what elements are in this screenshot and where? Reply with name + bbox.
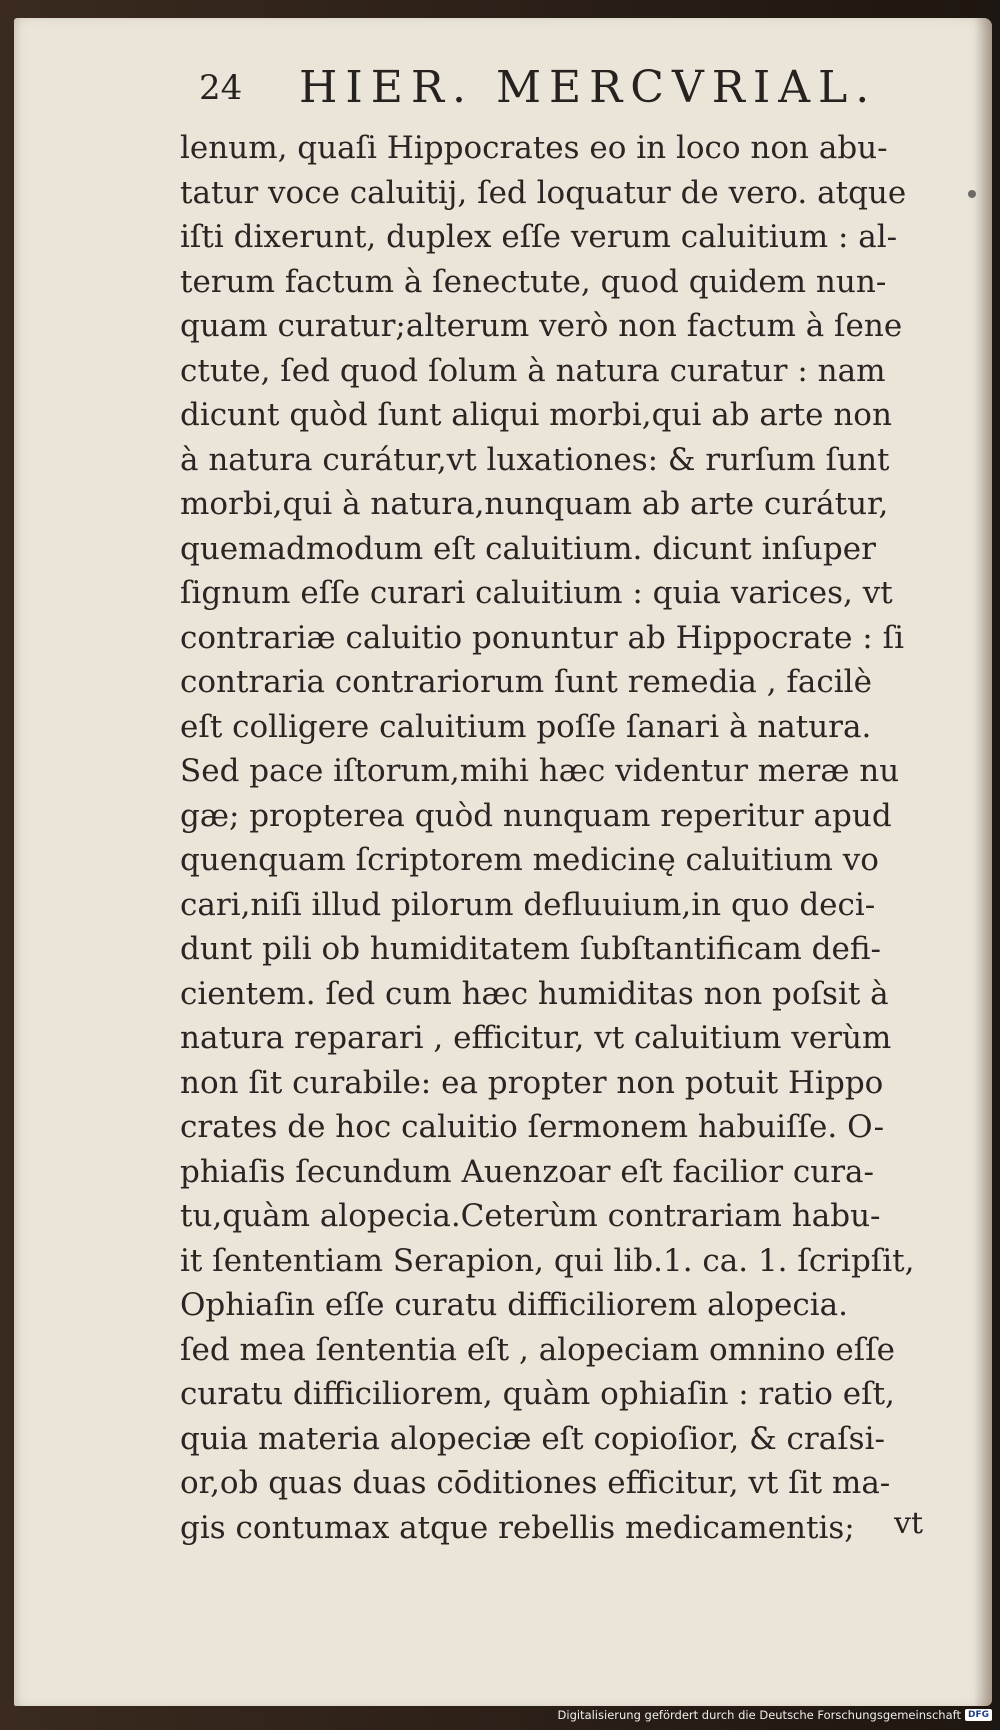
text-line: gis contumax atque rebellis medicamentis; — [180, 1509, 855, 1546]
text-line: tu,quàm alopecia.Ceterùm contrariam habu- — [180, 1198, 881, 1234]
text-line: eſt colligere caluitium poſſe ſanari à natura. — [180, 708, 872, 745]
footer-credit: Digitalisierung gefördert durch die Deutsche Forschungsgemeinschaft — [557, 1708, 961, 1722]
text-line: non ſit curabile: ea propter non potuit Hippo — [180, 1064, 884, 1101]
text-line: contrariæ caluitio ponuntur ab Hippocrate : ſi — [180, 619, 904, 656]
text-line: ſignum eſſe curari caluitium : quia varices, vt — [180, 575, 893, 611]
book-page — [14, 18, 992, 1706]
text-line: gæ; propterea quòd nunquam reperitur apud — [180, 797, 892, 834]
text-line: Sed pace iſtorum,mihi hæc videntur meræ nu — [180, 753, 900, 789]
page-header — [199, 60, 899, 120]
text-line: dicunt quòd ſunt aliqui morbi,qui ab arte non — [180, 397, 892, 433]
text-line: contraria contrariorum ſunt remedia , facilè — [180, 664, 872, 700]
page-edge-shadow — [974, 18, 992, 1706]
text-line: cientem. ſed cum hæc humiditas non poſsit à — [180, 975, 889, 1012]
running-head: HIER. MERCVRIAL. — [299, 62, 878, 113]
text-line: curatu difficiliorem, quàm ophiaſin : ratio eſt, — [180, 1376, 895, 1412]
text-line: lenum, quaſi Hippocrates eo in loco non abu- — [180, 130, 888, 166]
catchword: vt — [894, 1506, 924, 1541]
digitization-footer — [558, 1706, 992, 1724]
text-line: ctute, ſed quod ſolum à natura curatur : nam — [180, 352, 886, 389]
text-line: morbi,qui à natura,nunquam ab arte curátur, — [180, 486, 889, 522]
text-line: ſed mea ſententia eſt , alopeciam omnino eſſe — [180, 1331, 896, 1368]
text-line: iſti dixerunt, duplex eſſe verum caluitium : al- — [180, 219, 898, 255]
text-line: it ſententiam Serapion, qui lib.1. ca. 1. ſcripſit, — [180, 1242, 915, 1279]
text-line: cari,niſi illud pilorum defluuium,in quo deci- — [180, 886, 876, 923]
text-line: dunt pili ob humiditatem ſubſtantificam defi- — [180, 931, 882, 967]
text-line: crates de hoc caluitio ſermonem habuiſſe. O- — [180, 1109, 885, 1145]
text-line: à natura curátur,vt luxationes: & rurſum ſunt — [180, 441, 890, 478]
text-line: phiaſis ſecundum Auenzoar eſt facilior cura- — [180, 1153, 874, 1190]
text-line: or,ob quas duas cōditiones efficitur, vt ſit ma- — [180, 1465, 891, 1501]
text-line: quam curatur;alterum verò non factum à ſene — [180, 308, 903, 344]
dfg-logo-icon: DFG — [965, 1709, 992, 1721]
text-line: quenquam ſcriptorem medicinę caluitium vo — [180, 842, 879, 878]
text-line: natura reparari , efficitur, vt caluitium verùm — [180, 1020, 892, 1056]
text-line: terum factum à ſenectute, quod quidem nun- — [180, 263, 887, 300]
text-line: tatur voce caluitij, ſed loquatur de vero. atque — [180, 174, 907, 211]
page-number: 24 — [199, 68, 243, 108]
text-line: Ophiaſin eſſe curatu difficiliorem alopecia. — [180, 1287, 848, 1323]
body-text — [180, 126, 940, 1550]
ink-speck — [968, 190, 976, 198]
text-line: quemadmodum eſt caluitium. dicunt inſuper — [180, 530, 876, 567]
text-line: quia materia alopeciæ eſt copioſior, & craſsi- — [180, 1420, 885, 1457]
